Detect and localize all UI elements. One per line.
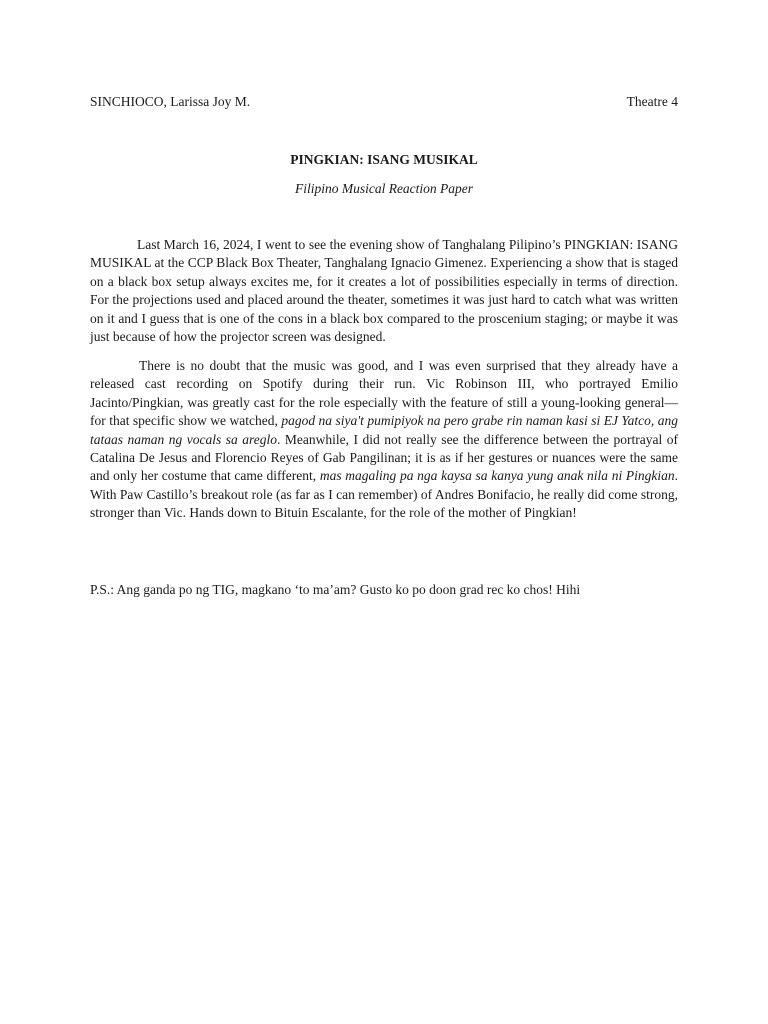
paragraph-2-italic-2: mas magaling pa nga kaysa sa kanya yung anak nila ni Pingkian — [319, 468, 675, 484]
paragraph-2-text-2: . Meanwhile, I did not really see the difference between the portrayal of Catalina De Jesus and Florencio Reyes of Gab Pangilinan; it is as if her gestures or nuances were the same and only her costume that came different, — [90, 431, 678, 484]
paragraph-2-italic-1: pagod na siya't pumipiyok na pero grabe rin naman kasi si EJ Yatco, ang tataas naman ng vocals sa areglo — [90, 413, 678, 447]
course-name: Theatre 4 — [626, 94, 678, 109]
header-row — [90, 93, 678, 111]
author-name: SINCHIOCO, Larissa Joy M. — [90, 94, 251, 109]
paragraph-2 — [90, 357, 678, 523]
paragraph-2-text-3: . With Paw Castillo’s breakout role (as far as I can remember) of Andres Bonifacio, he really did come strong, stronger than Vic. Hands down to Bituin Escalante, for the role of the mother of Pingkian! — [90, 468, 678, 521]
document-title: PINGKIAN: ISANG MUSIKAL — [290, 152, 478, 167]
paragraph-2-text-1: There is no doubt that the music was good, and I was even surprised that they already have a released cast recording on Spotify during their run. Vic Robinson III, who portrayed Emilio Jacinto/Pingkian, was greatly cast for the role especially with the feature of still a young-looking general—for that specific show we watched, — [90, 358, 678, 429]
paragraph-1: Last March 16, 2024, I went to see the evening show of Tanghalang Pilipino’s PINGKIAN: ISANG MUSIKAL at the CCP Black Box Theater, Tanghalang Ignacio Gimenez. Experiencing a show that is staged on a black box setup always excites me, for it creates a lot of possibilities especially in terms of direction. For the projections used and placed around the theater, sometimes it was just hard to catch what was written on it and I guess that is one of the cons in a black box compared to the proscenium staging; or maybe it was just because of how the projector screen was designed. — [90, 237, 678, 345]
document-subtitle: Filipino Musical Reaction Paper — [294, 181, 474, 196]
postscript: P.S.: Ang ganda po ng TIG, magkano ‘to ma’am? Gusto ko po doon grad rec ko chos! Hihi — [90, 582, 581, 597]
